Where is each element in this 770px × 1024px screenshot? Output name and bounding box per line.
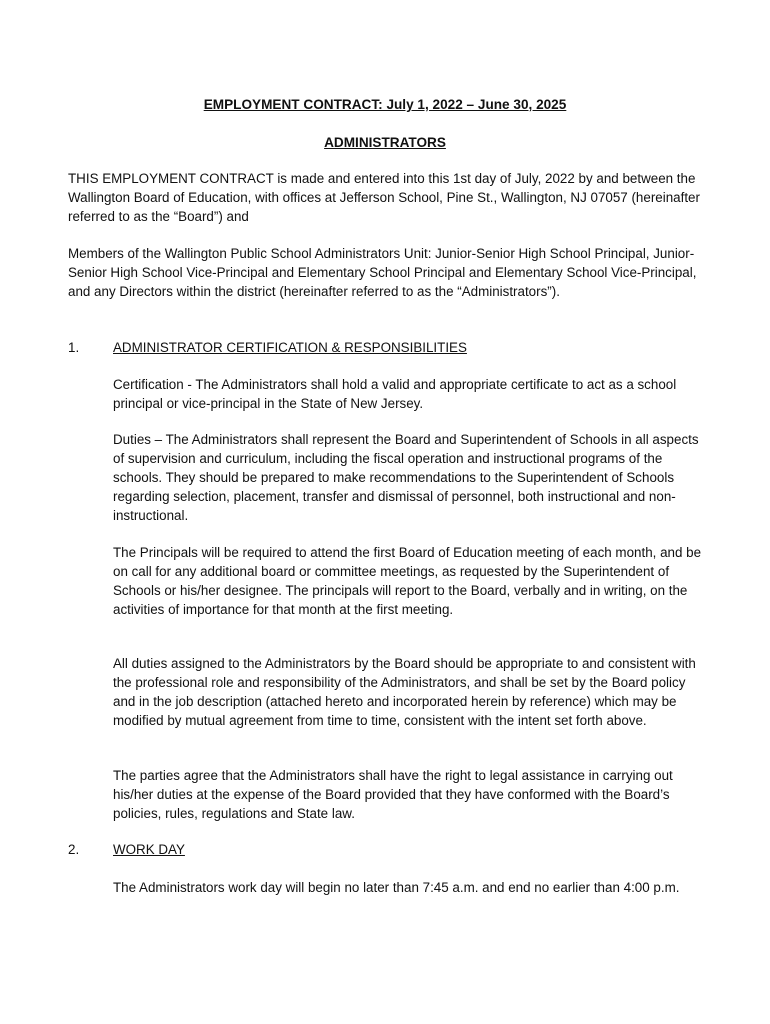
section-1-paragraph-legal: The parties agree that the Administrators shall have the right to legal assistance in carrying out his/her duties at the expense of the Board provided that they have conformed with the Board’s policies, rules, regulations and State law.	[113, 768, 673, 821]
intro-paragraph-1: THIS EMPLOYMENT CONTRACT is made and entered into this 1st day of July, 2022 by and between the Wallington Board of Education, with offices at Jefferson School, Pine St., Wallington, NJ 07057 (hereinafter referred to as the “Board”) and	[68, 171, 700, 224]
contract-subtitle: ADMINISTRATORS	[324, 135, 446, 150]
intro-paragraph-2: Members of the Wallington Public School Administrators Unit: Junior-Senior High School Principal, Junior-Senior High School Vice-Principal and Elementary School Principal and Elementary School Vice-Principal, and any Directors within the district (hereinafter referred to as the “Administrators”).	[68, 246, 697, 299]
section-2-number: 2.	[68, 842, 80, 857]
section-1-paragraph-duties: Duties – The Administrators shall represent the Board and Superintendent of Schools in all aspects of supervision and curriculum, including the fiscal operation and instructional programs of the schools. They should be prepared to make recommendations to the Superintendent of Schools regarding selection, placement, transfer and dismissal of personnel, both instructional and non-instructional.	[113, 432, 699, 523]
section-1-paragraph-certification: Certification - The Administrators shall hold a valid and appropriate certificate to act as a school principal or vice-principal in the State of New Jersey.	[113, 377, 677, 411]
section-1-heading: ADMINISTRATOR CERTIFICATION & RESPONSIBILITIES	[113, 340, 467, 355]
section-1-number: 1.	[68, 340, 80, 355]
section-1-paragraph-principals: The Principals will be required to attend the first Board of Education meeting of each month, and be on call for any additional board or committee meetings, as requested by the Superintendent of Schools or his/her designee. The principals will report to the Board, verbally and in writing, on the activities of importance for that month at the first meeting.	[113, 545, 702, 617]
contract-title: EMPLOYMENT CONTRACT: July 1, 2022 – June 30, 2025	[203, 97, 567, 112]
section-2-heading: WORK DAY	[113, 842, 185, 857]
section-2-paragraph-workday: The Administrators work day will begin no later than 7:45 a.m. and end no earlier than 4:00 p.m.	[113, 880, 680, 895]
section-1-paragraph-all-duties: All duties assigned to the Administrators by the Board should be appropriate to and consistent with the professional role and responsibility of the Administrators, and shall be set by the Board policy and in the job description (attached hereto and incorporated herein by reference) which may be modified by mutual agreement from time to time, consistent with the intent set forth above.	[113, 656, 696, 728]
